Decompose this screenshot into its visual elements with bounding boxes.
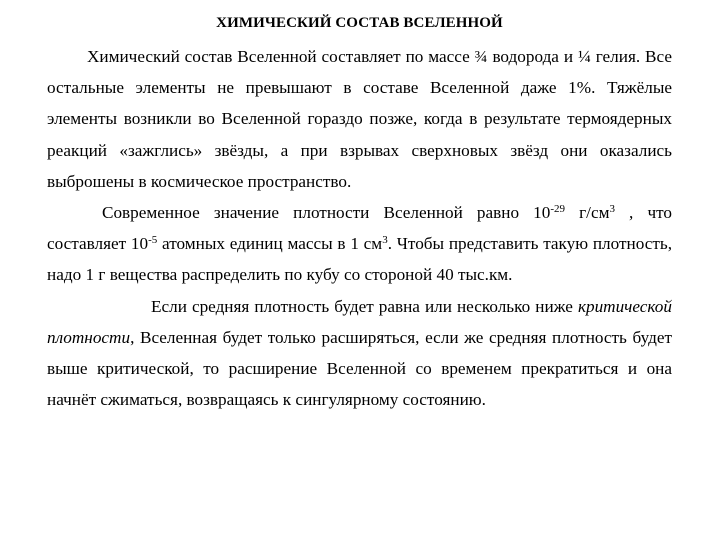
density-text-4: атомных единиц массы в 1 см — [157, 234, 383, 254]
density-exponent-2: 3 — [609, 203, 615, 216]
density-text-5: . Чтобы представить такую плотность, надо 1 г вещества распределить по кубу со стороной 40 тыс.км. — [47, 234, 673, 285]
document-title: ХИМИЧЕСКИЙ СОСТАВ ВСЕЛЕННОЙ — [216, 15, 503, 31]
density-exponent-4: 3 — [382, 234, 388, 247]
critical-text-1: Если средняя плотность будет равна или несколько ниже — [151, 296, 578, 316]
critical-text-2: , Вселенная будет только расширяться, если же средняя плотность будет выше критической, то расширение Вселенной со временем прекратиться и она начнёт сжиматься, возвращаясь к сингулярному состоянию. — [47, 327, 672, 410]
document-page — [47, 8, 672, 415]
density-exponent-1: -29 — [550, 203, 566, 216]
density-text-3: , что составляет 10 — [47, 203, 672, 254]
paragraph-critical-density — [47, 291, 672, 416]
density-text-2: г/см — [565, 203, 610, 223]
density-exponent-3: -5 — [148, 234, 158, 247]
density-text-1: Современное значение плотности Вселенной равно 10 — [102, 203, 551, 223]
paragraph-density — [47, 197, 672, 291]
critical-density-term: критической плотности — [47, 296, 672, 347]
paragraph-composition: Химический состав Вселенной составляет по массе ¾ водорода и ¼ гелия. Все остальные элементы не превышают в составе Вселенной даже 1%. Тяжёлые элементы возникли во Вселенной гораздо позже, когда в результате термоядерных реакций «зажглись» звёзды, а при взрывах сверхновых звёзд они оказались выброшены в космическое пространство. — [47, 47, 672, 191]
